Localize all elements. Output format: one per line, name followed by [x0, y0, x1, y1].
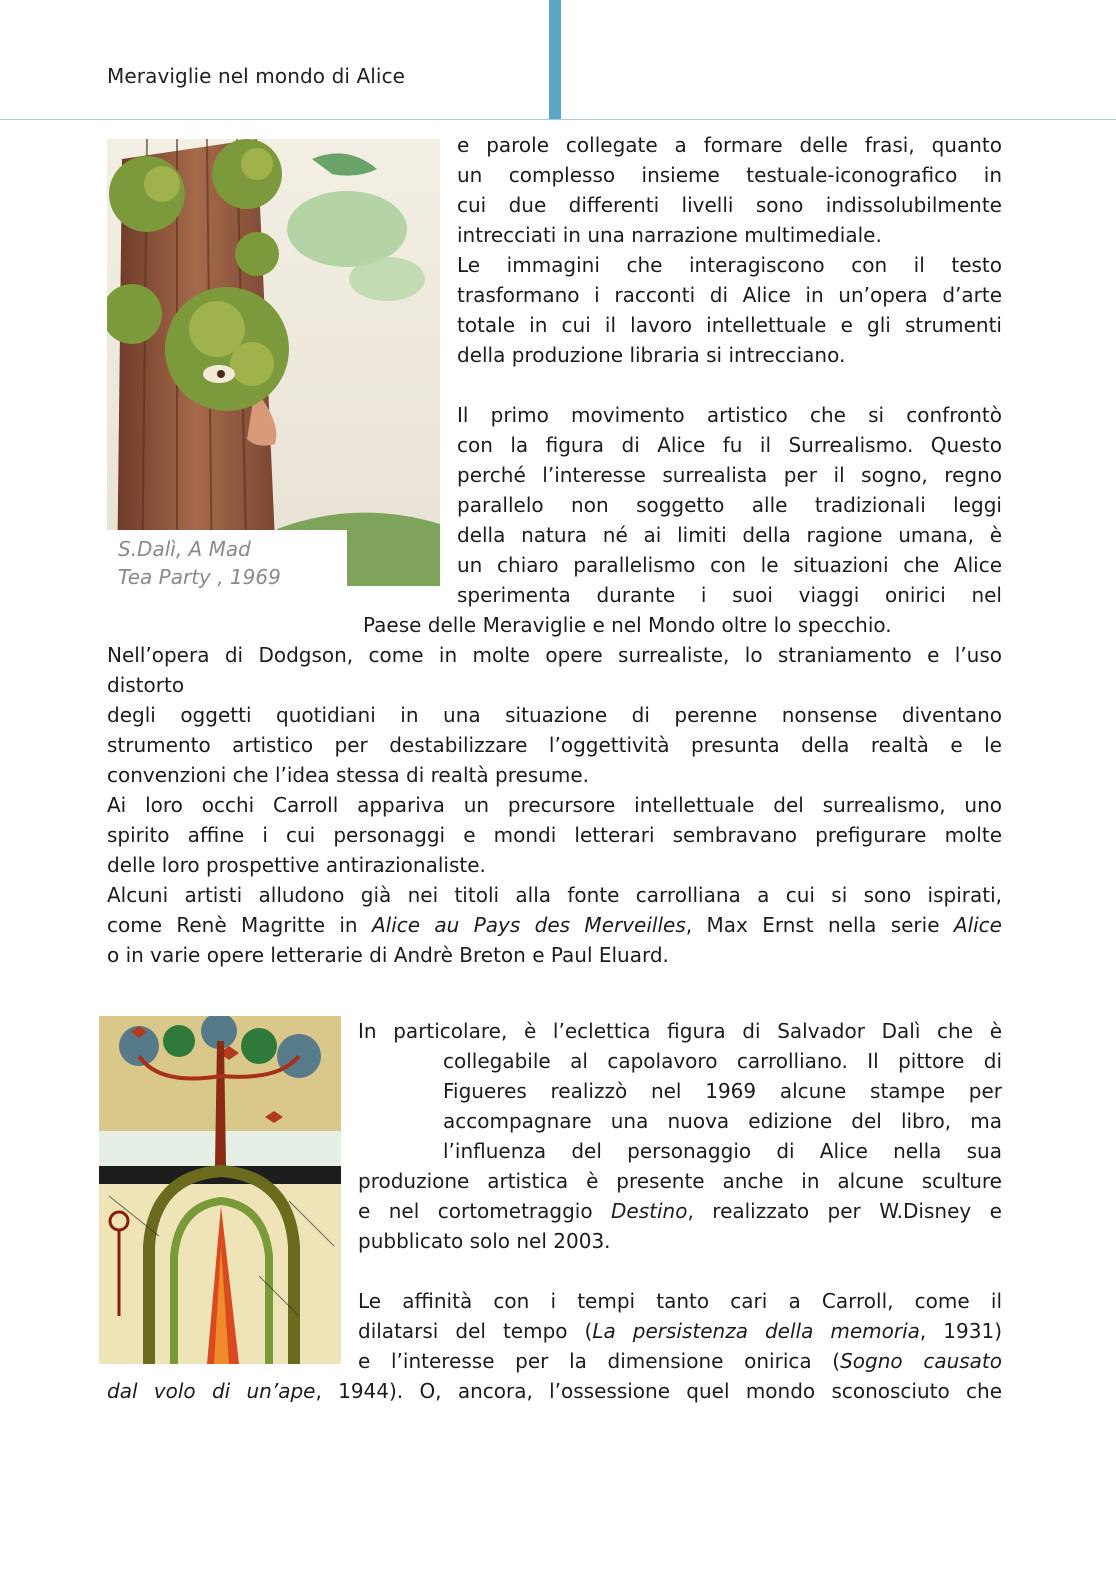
text-line: parallelo non soggetto alle tradizionali leggi	[457, 493, 1002, 517]
text-line: e parole collegate a formare delle frasi, quanto	[457, 133, 1002, 157]
text-line: Le immagini che interagiscono con il testo	[457, 253, 1002, 277]
text-line	[358, 1346, 1002, 1376]
text-line: cui due differenti livelli sono indissolubilmente	[457, 193, 1002, 217]
caption-line-1: S.Dalì, A Mad	[118, 537, 251, 561]
artwork-title: Sogno causato	[840, 1349, 1002, 1373]
text-segment: e l’interesse per la dimensione onirica (	[358, 1349, 841, 1373]
text-line: un chiaro parallelismo con le situazioni che Alice	[457, 553, 1002, 577]
text-line: convenzioni che l’idea stessa di realtà presume.	[107, 763, 590, 787]
text-line: Nell’opera di Dodgson, come in molte opere surrealiste, lo straniamento e l’uso	[107, 643, 1002, 667]
figure-caption	[118, 535, 281, 591]
text-line: con la figura di Alice fu il Surrealismo. Questo	[457, 433, 1002, 457]
artwork-title: La persistenza della memoria	[592, 1319, 920, 1343]
text-line	[358, 1196, 1002, 1226]
text-line: un complesso insieme testuale-iconografico in	[457, 163, 1002, 187]
text-segment: , realizzato per W.Disney e	[687, 1199, 1002, 1223]
artwork-title: dal volo di un’ape	[107, 1379, 316, 1403]
tree-painting-illustration	[107, 139, 440, 586]
header-divider	[0, 119, 1116, 120]
text-line: della produzione libraria si intrecciano.	[457, 343, 846, 367]
text-line: distorto	[107, 673, 185, 697]
text-line: Ai loro occhi Carroll appariva un precursore intellettuale del surrealismo, uno	[107, 793, 1002, 817]
text-line: sperimenta durante i suoi viaggi onirici nel	[457, 583, 1002, 607]
text-line: spirito affine i cui personaggi e mondi letterari sembravano prefigurare molte	[107, 823, 1002, 847]
dali-mad-tea-party-image	[107, 139, 440, 586]
text-line: pubblicato solo nel 2003.	[358, 1229, 611, 1253]
text-line: intrecciati in una narrazione multimediale.	[457, 223, 882, 247]
text-segment: , 1931)	[919, 1319, 1003, 1343]
dali-alice-print-image	[99, 1016, 341, 1364]
text-line: delle loro prospettive antirazionaliste.	[107, 853, 486, 877]
text-line: trasformano i racconti di Alice in un’opera d’arte	[457, 283, 1002, 307]
text-segment: , Max Ernst nella serie	[685, 913, 954, 937]
text-line	[107, 910, 1002, 940]
text-line: Le affinità con i tempi tanto cari a Carroll, come il	[358, 1289, 1002, 1313]
text-line: Il primo movimento artistico che si confrontò	[457, 403, 1002, 427]
text-line: o in varie opere letterarie di Andrè Breton e Paul Eluard.	[107, 943, 669, 967]
text-segment: , 1944). O, ancora, l’ossessione quel mondo sconosciuto che	[315, 1379, 1002, 1403]
text-line	[107, 1376, 1002, 1406]
text-line: collegabile al capolavoro carrolliano. Il pittore di	[443, 1049, 1002, 1073]
text-line: Figueres realizzò nel 1969 alcune stampe per	[443, 1079, 1002, 1103]
header-accent-bar	[549, 0, 561, 120]
text-segment: dilatarsi del tempo (	[358, 1319, 593, 1343]
text-segment: e nel cortometraggio	[358, 1199, 612, 1223]
surreal-tree-print-illustration	[99, 1016, 341, 1364]
text-line: produzione artistica è presente anche in alcune sculture	[358, 1169, 1002, 1193]
caption-line-2: Tea Party , 1969	[118, 565, 281, 589]
text-line: Paese delle Meraviglie e nel Mondo oltre lo specchio.	[363, 613, 892, 637]
text-line: Alcuni artisti alludono già nei titoli alla fonte carrolliana a cui si sono ispirati,	[107, 883, 1002, 907]
page-header-title: Meraviglie nel mondo di Alice	[107, 64, 406, 88]
artwork-title: Alice au Pays des Merveilles	[371, 913, 686, 937]
text-line: della natura né ai limiti della ragione umana, è	[457, 523, 1002, 547]
text-line: In particolare, è l’eclettica figura di Salvador Dalì che è	[358, 1019, 1002, 1043]
text-line	[358, 1316, 1002, 1346]
text-line: degli oggetti quotidiani in una situazione di perenne nonsense diventano	[107, 703, 1002, 727]
text-line: totale in cui il lavoro intellettuale e gli strumenti	[457, 313, 1002, 337]
artwork-title: Alice	[953, 913, 1002, 937]
text-segment: come Renè Magritte in	[107, 913, 372, 937]
text-line: strumento artistico per destabilizzare l’oggettività presunta della realtà e le	[107, 733, 1002, 757]
text-line: l’influenza del personaggio di Alice nella sua	[443, 1139, 1002, 1163]
artwork-title: Destino	[611, 1199, 688, 1223]
text-line: perché l’interesse surrealista per il sogno, regno	[457, 463, 1002, 487]
text-line: accompagnare una nuova edizione del libro, ma	[443, 1109, 1002, 1133]
